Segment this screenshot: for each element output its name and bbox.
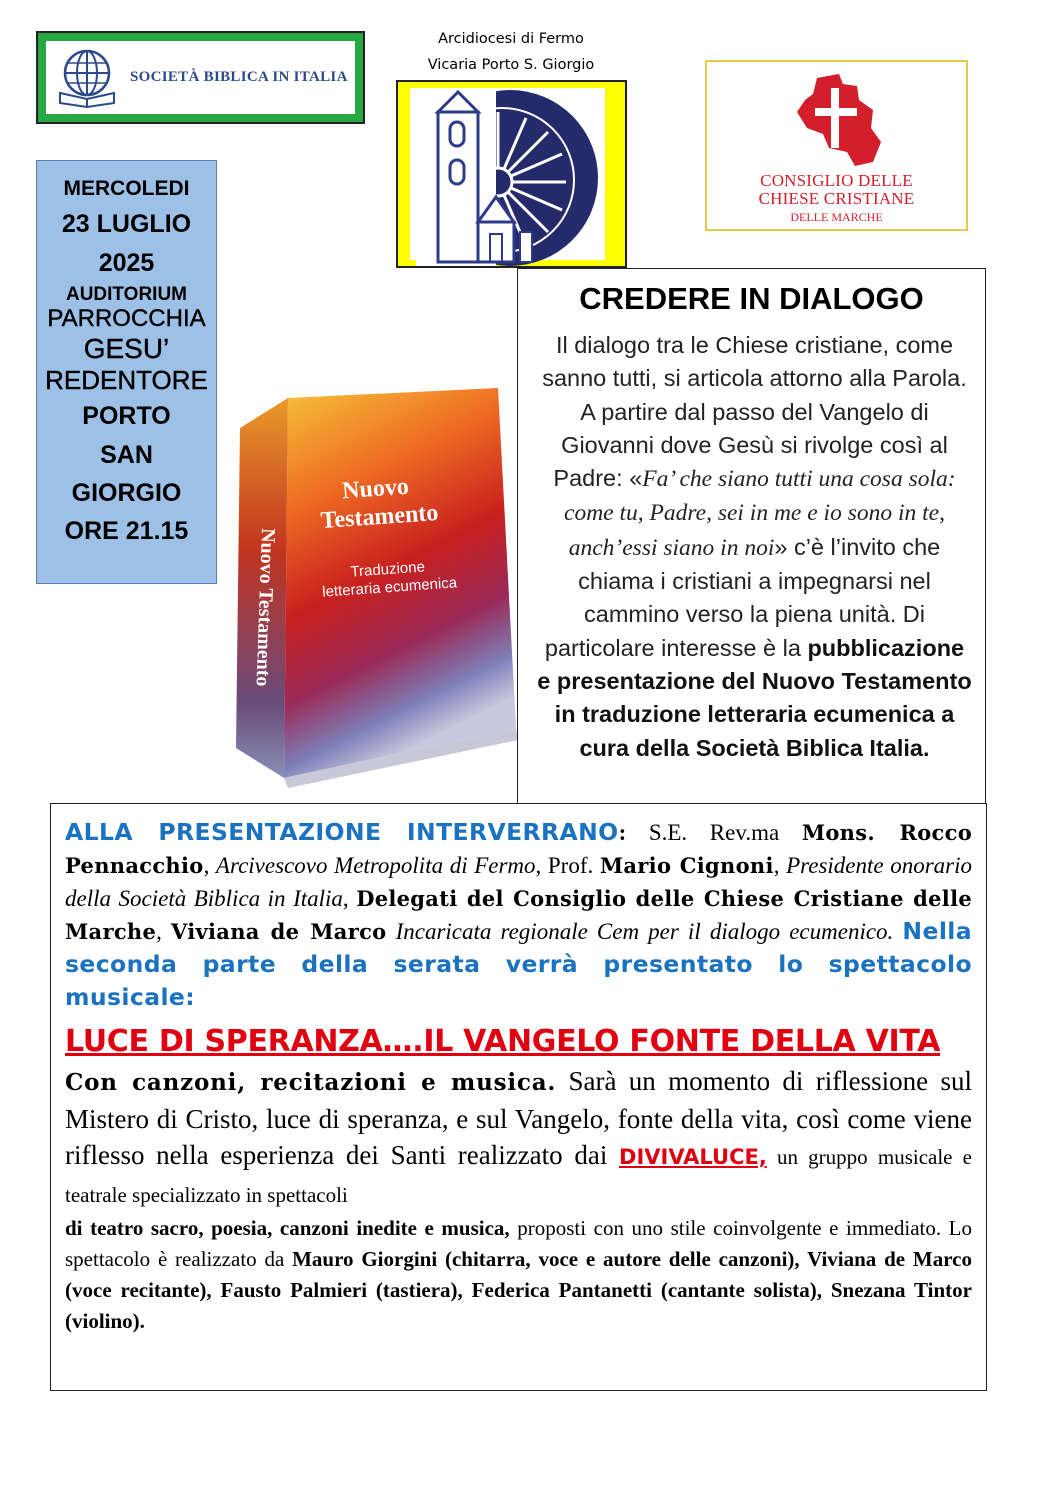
- societa-biblica-name: SOCIETÀ BIBLICA IN ITALIA: [130, 69, 348, 85]
- book-cover-illustration: [228, 388, 520, 790]
- show-bold-1: di teatro sacro, poesia, canzoni inedite e musica,: [65, 1216, 510, 1240]
- nuovo-testamento-book-image: [228, 388, 520, 790]
- event-place-parrocchia: PARROCCHIA: [47, 305, 206, 332]
- vicaria-name: Vicaria Porto S. Giorgio: [427, 57, 595, 73]
- presentation-heading: ALLA PRESENTAZIONE INTERVERRANO: [65, 818, 619, 846]
- speaker-viviana-role: Incaricata regionale Cem per il dialogo ecumenico.: [395, 919, 894, 944]
- event-date-box: [36, 160, 217, 584]
- credere-quote: Fa’ che siano tutti una cosa sola: come tu, Padre, sei in me e io sono in te, anch’essi siano in noi: [564, 466, 956, 561]
- event-city-giorgio: GIORGIO: [71, 479, 182, 507]
- credere-title: CREDERE IN DIALOGO: [579, 281, 924, 316]
- second-part-announcement: Nella seconda parte della serata verrà presentato lo spettacolo musicale:: [65, 917, 972, 1011]
- presentation-text-7: [386, 919, 395, 944]
- diocese-header: [396, 26, 626, 78]
- credere-body: [536, 329, 973, 765]
- show-title: LUCE DI SPERANZA….IL VANGELO FONTE DELLA VITA: [65, 1024, 941, 1059]
- event-place-redentore: REDENTORE: [45, 365, 208, 395]
- event-place-gesu: GESU’: [83, 333, 170, 364]
- globe-bible-icon: [52, 47, 122, 109]
- presentation-paragraph: [65, 816, 972, 1014]
- presentation-content: [65, 816, 972, 1337]
- societa-biblica-logo: [36, 31, 365, 124]
- show-performers: Mauro Giorgini (chitarra, voce e autore delle canzoni), Viviana de Marco (voce recitante), Fausto Palmieri (tastiera), Federica Pantanetti (cantante solista), Snezana Tintor (violino).: [65, 1247, 972, 1333]
- consiglio-chiese-name: [707, 172, 966, 226]
- speaker-mario-role: Presidente onorario della Società Biblica in Italia: [65, 853, 972, 911]
- event-time: ORE 21.15: [64, 517, 189, 545]
- societa-biblica-logo-inner: [46, 41, 355, 114]
- vicaria-church-logo: [396, 80, 627, 268]
- book-subtitle-line2: letteraria ecumenica: [321, 574, 458, 601]
- credere-text-1: Il dialogo tra le Chiese cristiane, come sanno tutti, si articola attorno alla Parola. A partire dal passo del Vangelo di Giovanni dove Gesù si rivolge così al Padre: «: [542, 332, 967, 492]
- speaker-rocco: Mons. Rocco Pennacchio: [65, 820, 972, 878]
- event-date: 23 LUGLIO: [61, 210, 192, 238]
- divivaluce-name: DIVIVALUCE,: [619, 1145, 767, 1169]
- book-spine-title: Nuovo Testamento: [251, 527, 279, 687]
- event-city-san: SAN: [100, 441, 153, 469]
- show-text-3: proposti con uno stile coinvolgente e immediato. Lo spettacolo è realizzato da: [65, 1216, 972, 1271]
- presentation-text-6: ,: [156, 919, 171, 944]
- presentation-text-1: S.E. Rev.ma: [626, 820, 802, 845]
- credere-text-2: » c’è l’invito che chiama i cristiani a impegnarsi nel cammino verso la piena unità. Di particolare interesse è la: [544, 533, 941, 661]
- church-rose-window-icon: [398, 82, 625, 266]
- consiglio-chiese-logo: [705, 60, 968, 231]
- credere-bold-text: pubblicazione e presentazione del Nuovo Testamento in traduzione letteraria ecumenica a cura della Società Biblica Italia.: [537, 634, 972, 761]
- event-day: MERCOLEDI: [63, 177, 190, 200]
- book-subtitle-line1: Traduzione: [349, 558, 426, 581]
- marche-map-cross-icon: [777, 70, 897, 170]
- presentation-text-5: ,: [342, 886, 357, 911]
- presentation-text-2: ,: [203, 853, 216, 878]
- credere-in-dialogo-box: [517, 268, 986, 804]
- show-con-text: Con canzoni, recitazioni e musica.: [65, 1069, 557, 1096]
- book-title-line2: Testamento: [319, 499, 440, 535]
- presentation-colon: :: [618, 820, 627, 845]
- event-place-auditorium: AUDITORIUM: [65, 284, 188, 305]
- cccm-line-2: CHIESE CRISTIANE: [758, 189, 915, 208]
- event-year: 2025: [98, 249, 155, 277]
- speaker-delegati: Delegati del Consiglio delle Chiese Cristiane delle Marche: [65, 886, 973, 944]
- speaker-viviana: Viviana de Marco: [171, 919, 387, 944]
- show-description: [65, 1063, 972, 1213]
- show-text-1: Sarà un momento di riflessione sul Mistero di Cristo, luce di speranza, e sul Vangelo, fonte della vita, così come viene riflesso nella esperienza dei Santi realizzato dai: [65, 1066, 972, 1170]
- presentation-box: [50, 803, 987, 1391]
- presentation-text-4: ,: [773, 853, 787, 878]
- presentation-text-3: , Prof.: [535, 853, 600, 878]
- show-details: [65, 1213, 972, 1337]
- speaker-rocco-role: Arcivescovo Metropolita di Fermo: [215, 853, 536, 878]
- speaker-mario: Mario Cignoni: [599, 853, 774, 878]
- diocese-name: Arcidiocesi di Fermo: [438, 31, 584, 47]
- book-title-line1: Nuovo: [341, 473, 410, 505]
- event-city-porto: PORTO: [82, 402, 171, 430]
- cccm-line-3: DELLE MARCHE: [790, 210, 883, 224]
- show-text-2: un gruppo musicale e teatrale specializzato in spettacoli: [65, 1145, 972, 1207]
- cccm-line-1: CONSIGLIO DELLE: [760, 171, 913, 190]
